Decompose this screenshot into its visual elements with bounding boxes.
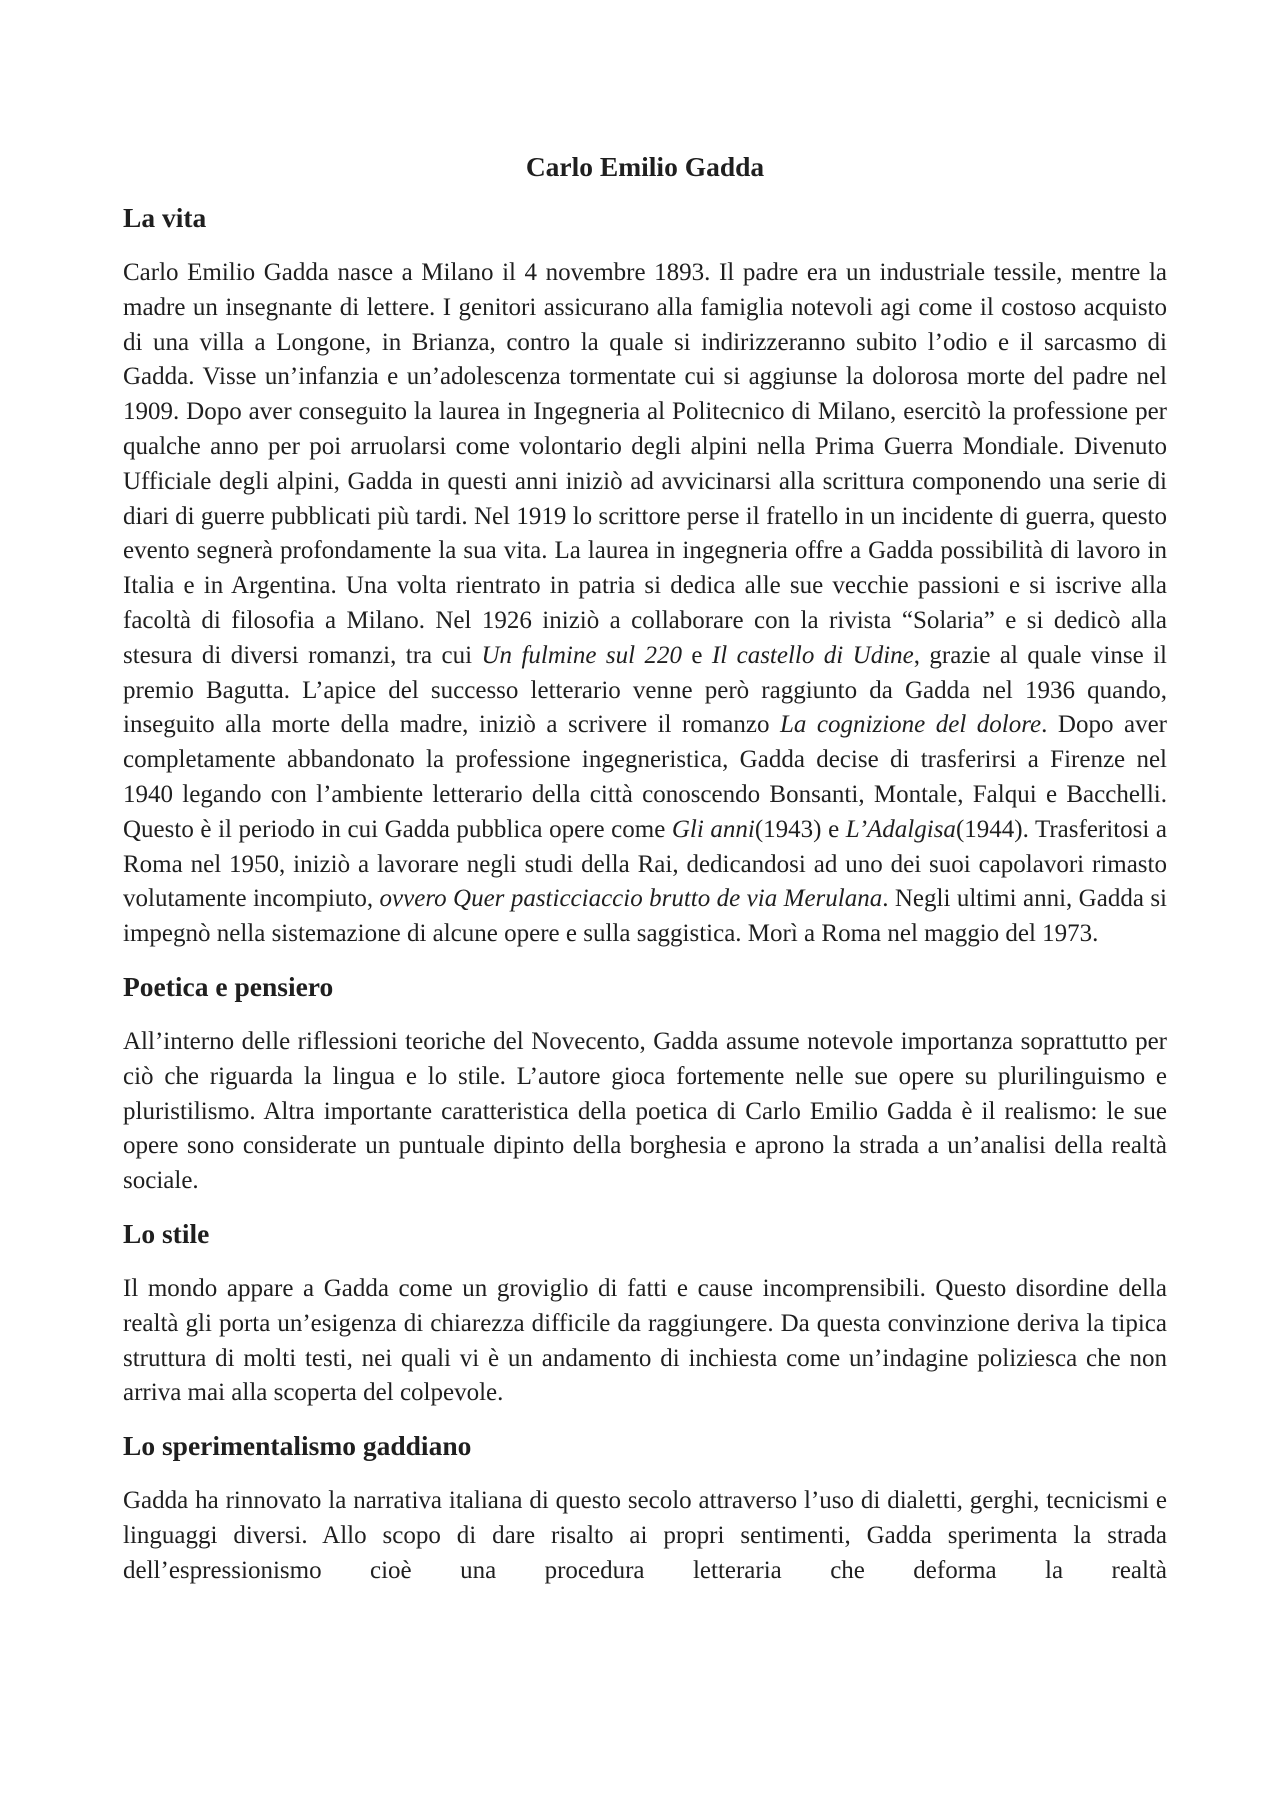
paragraph-sperimentalismo: Gadda ha rinnovato la narrativa italiana di questo secolo attraverso l’uso di dialetti, gerghi, tecnicismi e linguaggi diversi. Allo scopo di dare risalto ai propri sentimenti, Gadda sperimenta la strada dell’espressionismo cioè una procedura letteraria che deforma la realtà — [123, 1487, 1167, 1584]
work-title: ovvero Quer pasticciaccio brutto de via Merulana — [379, 885, 883, 913]
text-run: Carlo Emilio Gadda nasce a Milano il 4 novembre 1893. Il padre era un industriale tessile, mentre la madre un insegnante di lettere. I genitori assicurano alla famiglia notevoli agi come il costoso acquisto di una villa a Longone, in Brianza, contro la quale si indirizzeranno subito l’odio e il sarcasmo di Gadda. Visse un’infanzia e un’adolescenza tormentate cui si aggiunse la dolorosa morte del padre nel 1909. Dopo aver conseguito la laurea in Ingegneria al Politecnico di Milano, esercitò la professione per qualche anno per poi arruolarsi come volontario degli alpini nella Prima Guerra Mondiale. Divenuto Ufficiale degli alpini, Gadda in questi anni iniziò ad avvicinarsi alla scrittura componendo una serie di diari di guerre pubblicati più tardi. Nel 1919 lo scrittore perse il fratello in un incidente di guerra, questo evento segnerà profondamente la sua vita. La laurea in ingegneria offre a Gadda possibilità di lavoro in Italia e in Argentina. Una volta rientrato in patria si dedica alle sue vecchie passioni e si iscrive alla facoltà di filosofia a Milano. Nel 1926 iniziò a collaborare con la rivista “Solaria” e si dedicò alla stesura di diversi romanzi, tra cui — [123, 259, 1167, 669]
work-title: Gli anni — [671, 815, 755, 843]
document-page — [123, 150, 1167, 1607]
paragraph-stile: Il mondo appare a Gadda come un groviglio di fatti e cause incomprensibili. Questo disordine della realtà gli porta un’esigenza di chiarezza difficile da raggiungere. Da questa convinzione deriva la tipica struttura di molti testi, nei quali vi è un andamento di inchiesta come un’indagine poliziesca che non arriva mai alla scoperta del colpevole. — [123, 1274, 1167, 1407]
work-title: Il castello di Udine — [711, 641, 914, 669]
section-sperimentalismo — [123, 1429, 1167, 1588]
text-run: (1943) e — [754, 815, 846, 843]
text-run: e — [681, 641, 712, 669]
section-poetica-e-pensiero — [123, 970, 1167, 1199]
section-lo-stile — [123, 1217, 1167, 1411]
section-heading-sperimentalismo: Lo sperimentalismo gaddiano — [123, 1430, 472, 1462]
work-title: La cognizione del dolore — [780, 711, 1042, 739]
work-title: L’Adalgisa — [845, 815, 956, 843]
section-heading-poetica: Poetica e pensiero — [123, 970, 334, 1002]
text-run: . Negli ultimi anni, Gadda si impegnò nella sistemazione di alcune opere e sulla saggistica. Morì a Roma nel maggio del 1973. — [123, 885, 1168, 948]
text-run: . Dopo aver completamente abbandonato la professione ingegneristica, Gadda decise di trasferirsi a Firenze nel 1940 legando con l’ambiente letterario della città conoscendo Bonsanti, Montale, Falqui e Bacchelli. Questo è il periodo in cui Gadda pubblica opere come — [123, 711, 1168, 843]
section-heading-stile: Lo stile — [123, 1217, 210, 1249]
section-heading-la-vita: La vita — [123, 202, 207, 233]
section-la-vita — [123, 201, 1167, 952]
work-title: Un fulmine sul 220 — [481, 641, 682, 669]
text-run: (1944). Trasferitosi a Roma nel 1950, iniziò a lavorare negli studi della Rai, dedicandosi ad uno dei suoi capolavori rimasto volutamente incompiuto, — [123, 815, 1167, 913]
document-title: Carlo Emilio Gadda — [525, 151, 765, 182]
paragraph-poetica: All’interno delle riflessioni teoriche del Novecento, Gadda assume notevole importanza soprattutto per ciò che riguarda la lingua e lo stile. L’autore gioca fortemente nelle sue opere su plurilinguismo e pluristilismo. Altra importante caratteristica della poetica di Carlo Emilio Gadda è il realismo: le sue opere sono considerate un puntuale dipinto della borghesia e aprono la strada a un’analisi della realtà sociale. — [123, 1027, 1167, 1195]
paragraph-la-vita — [123, 256, 1167, 952]
text-run: , grazie al quale vinse il premio Bagutta. L’apice del successo letterario venne però raggiunto da Gadda nel 1936 quando, inseguito alla morte della madre, iniziò a scrivere il romanzo — [123, 641, 1167, 739]
